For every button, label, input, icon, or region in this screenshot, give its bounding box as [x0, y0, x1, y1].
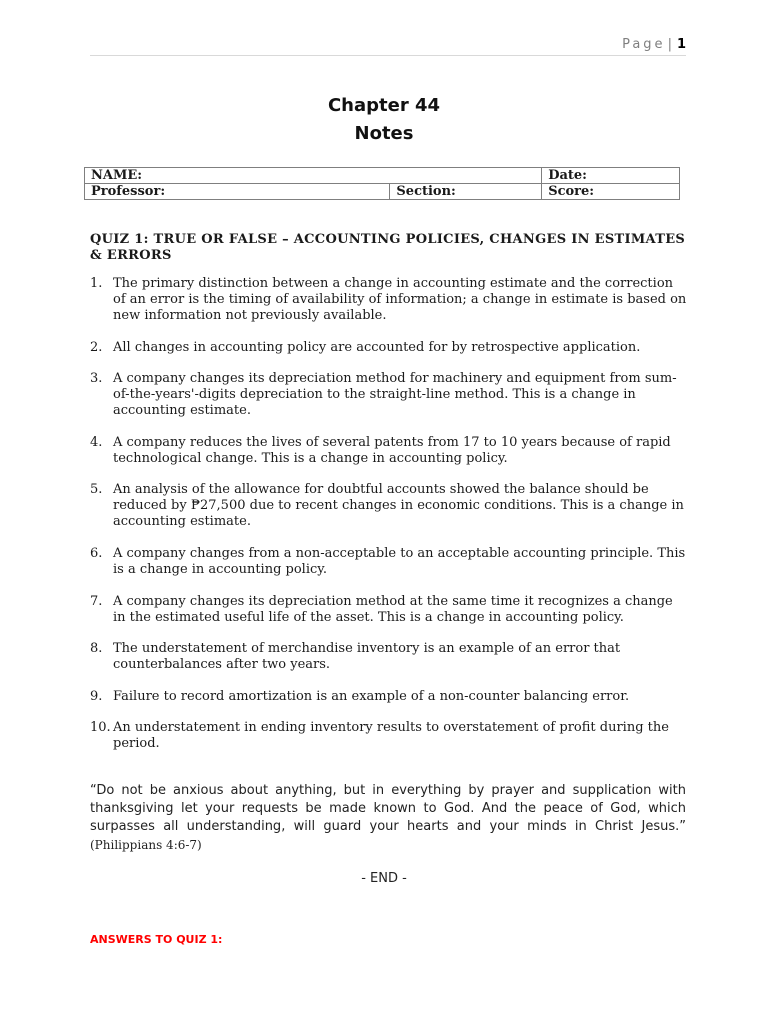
name-field[interactable]: NAME:	[85, 168, 542, 184]
page-number: 1	[676, 37, 686, 52]
item-text: A company changes from a non-acceptable to an acceptable accounting principle. This is a change in accounting policy.	[113, 545, 686, 577]
item-text: Failure to record amortization is an example of a non-counter balancing error.	[113, 688, 630, 704]
quiz-item	[90, 340, 688, 356]
end-marker: - END -	[361, 871, 407, 886]
scripture-citation: (Philippians 4:6-7)	[90, 838, 202, 852]
item-number: 10.	[90, 720, 111, 736]
item-text: A company changes its depreciation method for machinery and equipment from sum-of-the-years'-digits depreciation to the straight-line method. This is a change in accounting estimate.	[113, 371, 677, 419]
student-info-table	[84, 167, 680, 200]
chapter-title: Chapter 44	[327, 95, 441, 116]
page-label: Page	[622, 37, 666, 52]
professor-field[interactable]: Professor:	[85, 184, 390, 200]
quiz-item	[90, 482, 688, 530]
item-text: The understatement of merchandise inventory is an example of an error that counterbalances after two years.	[113, 641, 621, 673]
date-field[interactable]: Date:	[542, 168, 680, 184]
item-number: 5.	[90, 482, 103, 498]
score-field[interactable]: Score:	[542, 184, 680, 200]
quiz-item	[90, 594, 688, 626]
item-number: 2.	[90, 339, 103, 355]
quiz-item	[90, 641, 688, 673]
item-number: 9.	[90, 688, 103, 704]
item-text: The primary distinction between a change in accounting estimate and the correction of an error is the timing of availability of information; a change in estimate is based on new information not previously available.	[113, 276, 687, 323]
info-row-name	[85, 168, 680, 184]
quiz-item	[90, 546, 688, 578]
answers-heading: ANSWERS TO QUIZ 1:	[90, 933, 223, 946]
quiz-item	[90, 276, 688, 324]
quiz-item	[90, 435, 688, 467]
scripture-quote: “Do not be anxious about anything, but in everything by prayer and supplication with thanksgiving let your requests be made known to God. And the peace of God, which surpasses all understanding, will guard your hearts and your minds in Christ Jesus.”	[90, 783, 686, 834]
quiz-item	[90, 371, 688, 419]
quiz-items	[90, 276, 688, 752]
item-number: 3.	[90, 371, 103, 387]
item-text: A company reduces the lives of several patents from 17 to 10 years because of rapid technological change. This is a change in accounting policy.	[113, 434, 671, 466]
quiz-item	[90, 720, 688, 752]
notes-subtitle: Notes	[354, 123, 414, 144]
title-block	[0, 92, 768, 148]
item-number: 4.	[90, 434, 103, 450]
item-number: 8.	[90, 641, 103, 657]
item-number: 6.	[90, 545, 103, 561]
item-text: A company changes its depreciation method at the same time it recognizes a change in the estimated useful life of the asset. This is a change in accounting policy.	[113, 593, 673, 625]
item-text: An understatement in ending inventory results to overstatement of profit during the period.	[113, 720, 669, 752]
quiz-item	[90, 689, 688, 705]
item-number: 7.	[90, 593, 103, 609]
info-row-professor	[85, 184, 680, 200]
quiz-section	[90, 232, 688, 768]
section-field[interactable]: Section:	[390, 184, 542, 200]
item-text: An analysis of the allowance for doubtful accounts showed the balance should be reduced by ₱27,500 due to recent changes in economic conditions. This is a change in accounting estimate.	[113, 482, 684, 530]
page-header	[622, 37, 686, 52]
item-number: 1.	[90, 276, 103, 291]
page-separator: |	[667, 37, 672, 52]
quiz-heading: QUIZ 1: TRUE OR FALSE – ACCOUNTING POLICIES, CHANGES IN ESTIMATES & ERRORS	[90, 232, 686, 263]
item-text: All changes in accounting policy are accounted for by retrospective application.	[113, 339, 641, 355]
header-rule	[90, 55, 686, 56]
